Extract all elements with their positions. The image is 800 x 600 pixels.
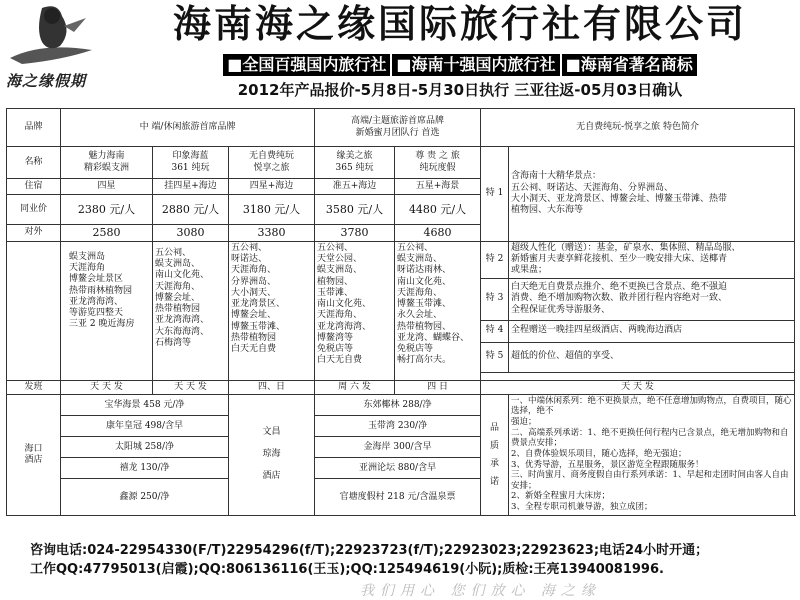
product-name: 无自费纯玩 悦享之旅 (229, 147, 315, 179)
stay-value: 五星+海景 (395, 179, 481, 195)
hotel-item: 官塘度假村 218 元/含温泉票 (339, 491, 456, 502)
external-label: 对外 (7, 225, 61, 242)
product-name: 缘美之旅 365 纯玩 (315, 147, 395, 179)
hotel-item: 金海岸 300/含早 (315, 437, 480, 458)
stay-value: 挂四星+海边 (153, 179, 229, 195)
product-name: 印象海蓝 361 纯玩 (153, 147, 229, 179)
product-name: 尊 贵 之 旅 纯玩度假 (395, 147, 481, 179)
itinerary: 五公祠、 蜈支洲岛、 呀诺达雨林、 南山文化苑、 天涯海角、 博鳌玉带滩、 永久会址、 热带植物园、 亚龙湾、蝴蝶谷、 免税店等 畅打高尔夫。 (395, 241, 481, 380)
hotel-item: 鑫源 250/净 (119, 491, 170, 502)
depart-day: 天 天 发 (153, 380, 229, 394)
feature-text: 含海南十大精华景点： 五公祠、呀诺达、天涯海角、分界洲岛、 大小洞天、亚龙湾景区、博鳌会址、博鳌玉带滩、热带 植物园、大东海等 (509, 147, 795, 242)
haikou-hotel-label: 海口 酒店 (7, 394, 61, 515)
name-label: 名称 (7, 147, 61, 179)
peer-price: 2880 元/人 (153, 195, 229, 225)
company-logo (2, 2, 120, 88)
hotel-item: 宝华海景 458 元/净 (61, 395, 228, 416)
brand-mid: 中 端/休闲旅游首席品牌 (61, 109, 315, 147)
hotel-item: 康年皇冠 498/含早 (61, 416, 228, 437)
tag-item: ■海南十强国内旅行社 (392, 54, 559, 76)
feature-label: 特 4 (481, 320, 509, 342)
depart-day: 周 六 发 (315, 380, 395, 394)
external-price: 3780 (315, 225, 395, 242)
company-name: 海南海之缘国际旅行社有限公司 (172, 2, 747, 46)
logo-text: 海之缘假期 (6, 72, 87, 90)
peer-price: 3580 元/人 (315, 195, 395, 225)
feature-label: 特 5 (481, 342, 509, 372)
hotel-item: 东郊椰林 288/净 (315, 395, 480, 416)
itinerary: 五公祠、 蜈支洲岛、 南山文化苑、 天涯海角、 博鳌会址、 热带植物园 亚龙湾海湾、 大东海海湾、 石梅湾等 (153, 241, 229, 380)
quality-text: 一、中端休闲系列：绝不更换景点，绝不任意增加购物点，自费项目，随心选择，绝不 强迫； 二、高端系列承诺：1、绝不更换任何行程内已含景点，绝无增加购物和自费景点安排； 2、自费体验娱乐项目，随心选择，绝无强迫； 3、优秀导游，五星服务，景区游览全程跟随服务！ 三、时尚蜜月、商务度假自由行系列承诺：1、早起和走团时间由客人自由安排； 2、新婚全程蜜月大床房； 3、全程专职司机兼导游，独立成团； (509, 394, 795, 515)
brand-high: 高端/主题旅游首席品牌 新婚蜜月团队行 首选 (315, 109, 481, 147)
hotel-item: 太阳城 258/净 (61, 437, 228, 458)
brand-right: 无自费纯玩-悦享之旅 特色简介 (481, 109, 795, 147)
stay-value: 四星 (61, 179, 153, 195)
contact-qq-line: 工作QQ:47795013(启霞);QQ:806136116(王玉);QQ:125494619(小阮);质检:王亮13940081996. (30, 562, 664, 577)
brand-label: 品牌 (7, 109, 61, 147)
peer-price: 3180 元/人 (229, 195, 315, 225)
haikou-hotel-list (61, 394, 229, 515)
watermark-text: 我们用心 您们放心 海之缘 (360, 583, 601, 599)
stay-value: 准五+海边 (315, 179, 395, 195)
peer-price: 4480 元/人 (395, 195, 481, 225)
price-table (6, 108, 795, 516)
hotel-item: 玉带湾 230/净 (315, 416, 480, 437)
wenchang-hotel-label: 文昌 琼海 酒店 (229, 394, 315, 515)
price-period-heading: 2012年产品报价-5月8日-5月30日执行 三亚往返-05月03日确认 (237, 81, 683, 99)
depart-label: 发班 (7, 380, 61, 394)
contact-phone-line: 咨询电话:024-22954330(F/T)22954296(f/T);22923723(f/T);22923023;22923623;电话24小时开通； (30, 543, 709, 558)
peer-label: 同业价 (7, 195, 61, 225)
itinerary: 五公祠、 呀诺达、 天涯海角、 分界洲岛、 大小洞天、 亚龙湾景区、 博鳌会址、 博鳌玉带滩、 热带植物园 白天无自费 (229, 241, 315, 380)
quality-label: 品 质 承 诺 (481, 394, 509, 515)
hotel-item: 禧龙 130/净 (61, 458, 228, 479)
external-price: 3380 (229, 225, 315, 242)
feature-label: 特 3 (481, 278, 509, 320)
stay-value: 四星+海边 (229, 179, 315, 195)
external-price: 3080 (153, 225, 229, 242)
feature-spacer (481, 372, 795, 380)
itinerary: 五公祠、 天堂公园、 蜈支洲岛、 植物园、 玉带滩、 南山文化苑、 天涯海角、 亚龙湾海湾、 博鳌湾等 免税店等 白天无自费 (315, 241, 395, 380)
external-price: 4680 (395, 225, 481, 242)
feature-text: 白天绝无自费景点推介、绝不更换已含景点、绝不强迫 消费、绝不增加购物次数、散并团行程内容绝对一致、 全程保证优秀导游服务、 (509, 278, 795, 320)
external-price: 2580 (61, 225, 153, 242)
depart-day: 天 天 发 (61, 380, 153, 394)
feature-label: 特 2 (481, 241, 509, 278)
depart-day: 四 日 (395, 380, 481, 394)
tag-item: ■海南省著名商标 (562, 54, 697, 76)
peer-price: 2380 元/人 (61, 195, 153, 225)
depart-day: 四、日 (229, 380, 315, 394)
feature-label: 特 1 (481, 147, 509, 242)
feature-text: 超级人性化（赠送）：基金，矿泉水、集体照、精品岛服、 新婚蜜月夫妻享鲜花接机、至少一晚安排大床、送椰青 或果盘； (509, 241, 795, 278)
feature-text: 全程赠送一晚挂四星级酒店、两晚海边酒店 (509, 320, 795, 342)
contact-info (30, 541, 790, 579)
feature-text: 超低的价位、超值的享受、 (509, 342, 795, 372)
product-name: 魅力海南 精彩蜈支洲 (61, 147, 153, 179)
tagline (124, 54, 796, 76)
hotel-item: 亚洲论坛 880/含早 (315, 458, 480, 479)
depart-day: 天 天 发 (481, 380, 795, 394)
itinerary: 蜈支洲岛 天涯海角 博鳌会址景区 热带雨林植物园 亚龙湾海湾、 等游览四整天 三亚 2 晚近海房 (61, 241, 153, 380)
itinerary-spacer (7, 241, 61, 380)
stay-label: 住宿 (7, 179, 61, 195)
tag-item: ■全国百强国内旅行社 (223, 54, 390, 76)
wenchang-hotel-list (315, 394, 481, 515)
